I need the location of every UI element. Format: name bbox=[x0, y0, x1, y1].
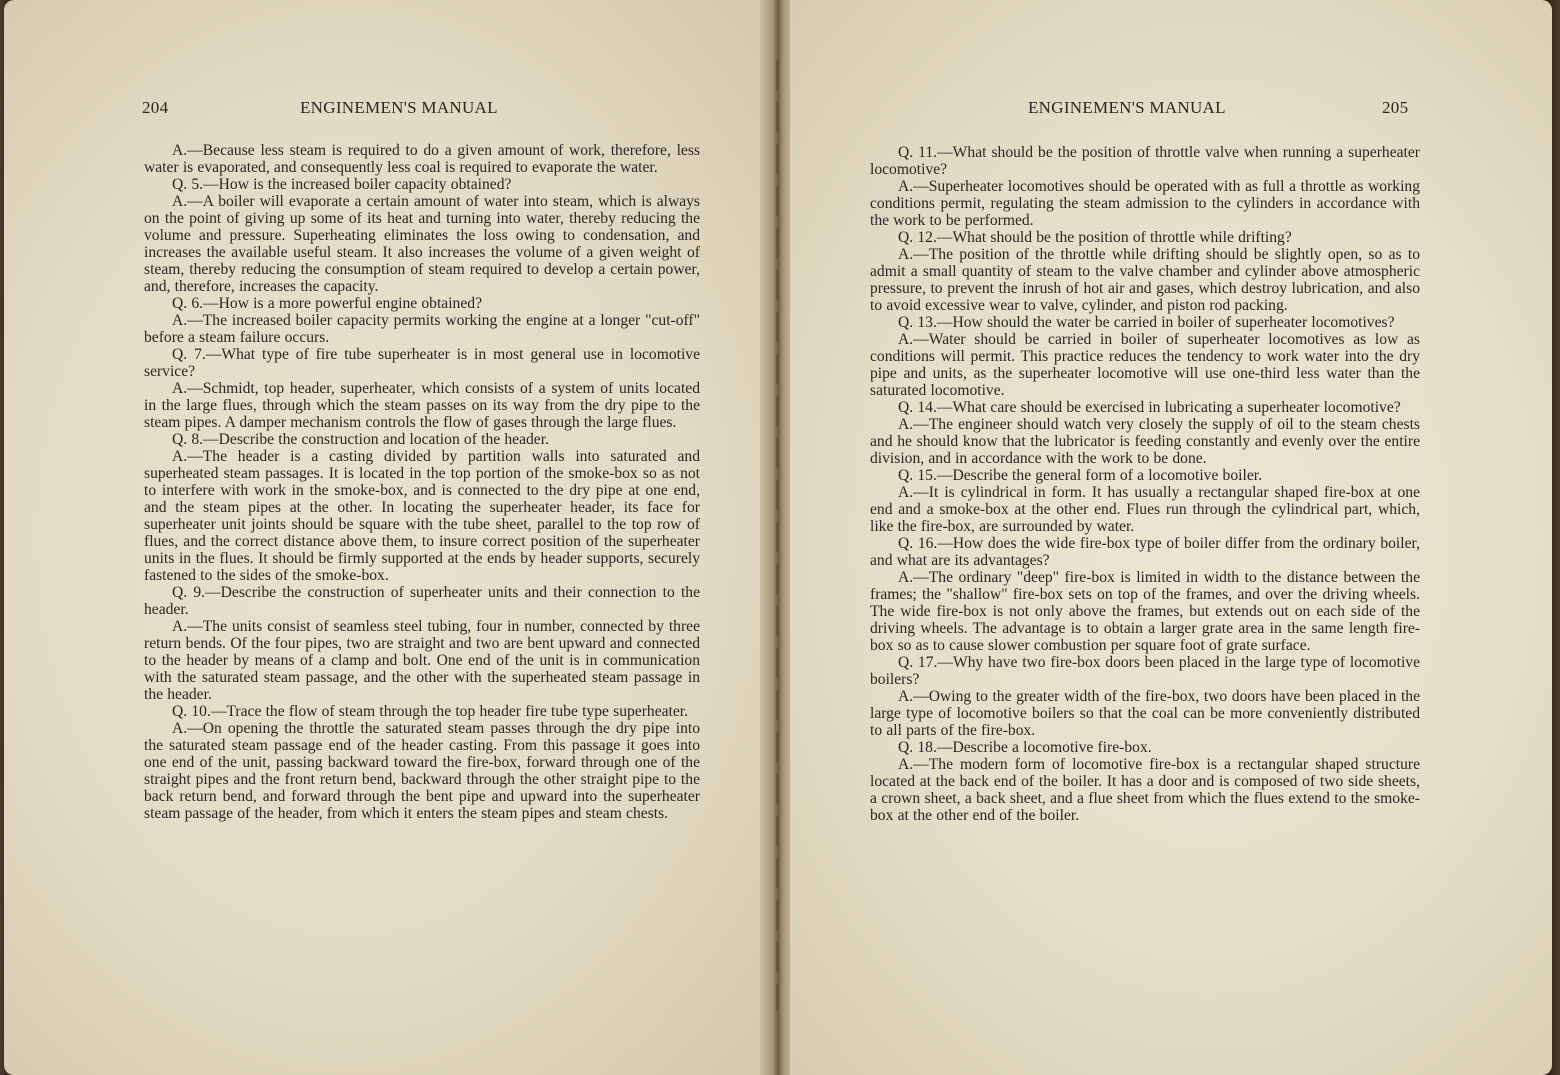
page-number: 204 bbox=[142, 98, 169, 117]
paragraph: A.—The position of the throttle while drifting should be slightly open, so as to admit a small quantity of steam to the valve chamber and cylinder above atmospheric pressure, to prevent the inrush of hot air and gases, which destroy lubrication, and also to avoid excessive wear to valve, cylinder, and piston rod packing. bbox=[870, 246, 1420, 314]
page-number: 205 bbox=[1382, 98, 1409, 117]
paragraph: Q. 12.—What should be the position of throttle while drifting? bbox=[898, 229, 1292, 246]
paragraph: Q. 17.—Why have two fire-box doors been placed in the large type of locomotive boilers? bbox=[870, 654, 1420, 688]
running-head: ENGINEMEN'S MANUAL bbox=[300, 98, 498, 117]
paragraph: Q. 16.—How does the wide fire-box type of boiler differ from the ordinary boiler, and what are its advantages? bbox=[870, 535, 1420, 569]
paragraph: A.—The units consist of seamless steel tubing, four in number, connected by three return bends. Of the four pipes, two are straight and two are bent upward and connected to the header by means of a clamp and bolt. One end of the unit is in communication with the saturated steam passage, and the other with the superheated steam passage in the header. bbox=[144, 618, 700, 703]
paragraph: A.—It is cylindrical in form. It has usually a rectangular shaped fire-box at one end and a smoke-box at the other end. Flues run through the cylindrical part, which, like the fire-box, are surrounded by water. bbox=[870, 484, 1420, 535]
paragraph: Q. 8.—Describe the construction and location of the header. bbox=[172, 431, 549, 448]
paragraph: Q. 6.—How is a more powerful engine obtained? bbox=[172, 295, 482, 312]
right-page bbox=[790, 0, 1552, 1075]
paragraph: A.—Water should be carried in boiler of superheater locomotives as low as conditions will permit. This practice reduces the tendency to work water into the dry pipe and units, as the superheater locomotive will use one-third less water than the saturated locomotive. bbox=[870, 331, 1420, 399]
paragraph: Q. 5.—How is the increased boiler capacity obtained? bbox=[172, 176, 512, 193]
running-head: ENGINEMEN'S MANUAL bbox=[1028, 98, 1226, 117]
paragraph: A.—Because less steam is required to do a given amount of work, therefore, less water is evaporated, and consequently less coal is required to evaporate the water. bbox=[144, 142, 700, 176]
paragraph: A.—Owing to the greater width of the fire-box, two doors have been placed in the large type of locomotive boilers so that the coal can be more conveniently distributed to all parts of the fire-box. bbox=[870, 688, 1420, 739]
left-page bbox=[4, 0, 766, 1075]
page-body bbox=[144, 142, 700, 822]
paragraph: A.—The modern form of locomotive fire-box is a rectangular shaped structure located at the back end of the boiler. It has a door and is composed of two side sheets, a crown sheet, a back sheet, and a flue sheet from which the flues extend to the smoke-box at the other end of the boiler. bbox=[870, 756, 1420, 824]
page-body bbox=[870, 144, 1420, 824]
paragraph: A.—The engineer should watch very closely the supply of oil to the steam chests and he should know that the lubricator is feeding constantly and evenly over the entire division, and in accordance with the work to be done. bbox=[870, 416, 1420, 467]
paragraph: Q. 13.—How should the water be carried in boiler of superheater locomotives? bbox=[898, 314, 1395, 331]
paragraph: A.—The ordinary "deep" fire-box is limited in width to the distance between the frames; the "shallow" fire-box sets on top of the frames, and over the driving wheels. The wide fire-box is not only above the frames, but extends out on each side of the driving wheels. The advantage is to obtain a larger grate area in the same length fire-box so as to cause slower combustion per square foot of grate surface. bbox=[870, 569, 1420, 654]
paragraph: A.—The header is a casting divided by partition walls into saturated and superheated steam passages. It is located in the top portion of the smoke-box so as not to interfere with work in the smoke-box, and is connected to the dry pipe at one end, and the steam pipes at the other. In locating the superheater header, its face for superheater unit joints should be square with the tube sheet, parallel to the top row of flues, and the correct distance above them, to insure correct position of the superheater units in the flues. It should be firmly supported at the ends by header supports, securely fastened to the sides of the smoke-box. bbox=[144, 448, 700, 584]
paragraph: A.—Schmidt, top header, superheater, which consists of a system of units located in the large flues, through which the steam passes on its way from the dry pipe to the steam pipes. A damper mechanism controls the flow of gases through the large flues. bbox=[144, 380, 700, 431]
paragraph: A.—A boiler will evaporate a certain amount of water into steam, which is always on the point of giving up some of its heat and turning into water, thereby reducing the volume and pressure. Superheating eliminates the loss owing to condensation, and increases the available useful steam. It also increases the volume of a given weight of steam, thereby reducing the consumption of steam required to develop a certain power, and, therefore, increases the capacity. bbox=[144, 193, 700, 295]
paragraph: A.—Superheater locomotives should be operated with as full a throttle as working conditions permit, regulating the steam admission to the cylinders in accordance with the work to be performed. bbox=[870, 178, 1420, 229]
binding-stitch bbox=[776, 60, 779, 1010]
paragraph: Q. 11.—What should be the position of throttle valve when running a superheater locomotive? bbox=[870, 144, 1420, 178]
paragraph: A.—The increased boiler capacity permits working the engine at a longer "cut-off" before a steam failure occurs. bbox=[144, 312, 700, 346]
paragraph: Q. 15.—Describe the general form of a locomotive boiler. bbox=[898, 467, 1262, 484]
paragraph: Q. 14.—What care should be exercised in lubricating a superheater locomotive? bbox=[898, 399, 1401, 416]
paragraph: Q. 7.—What type of fire tube superheater is in most general use in locomotive service? bbox=[144, 346, 700, 380]
paragraph: A.—On opening the throttle the saturated steam passes through the dry pipe into the saturated steam passage end of the header casting. From this passage it goes into one end of the unit, passing backward toward the fire-box, forward through one of the straight pipes and the front return bend, backward through the other straight pipe to the back return bend, and forward through the bent pipe and upward into the superheater steam passage of the header, from which it enters the steam pipes and steam chests. bbox=[144, 720, 700, 822]
paragraph: Q. 9.—Describe the construction of superheater units and their connection to the header. bbox=[144, 584, 700, 618]
paragraph: Q. 10.—Trace the flow of steam through the top header fire tube type superheater. bbox=[172, 703, 689, 720]
paragraph: Q. 18.—Describe a locomotive fire-box. bbox=[898, 739, 1152, 756]
